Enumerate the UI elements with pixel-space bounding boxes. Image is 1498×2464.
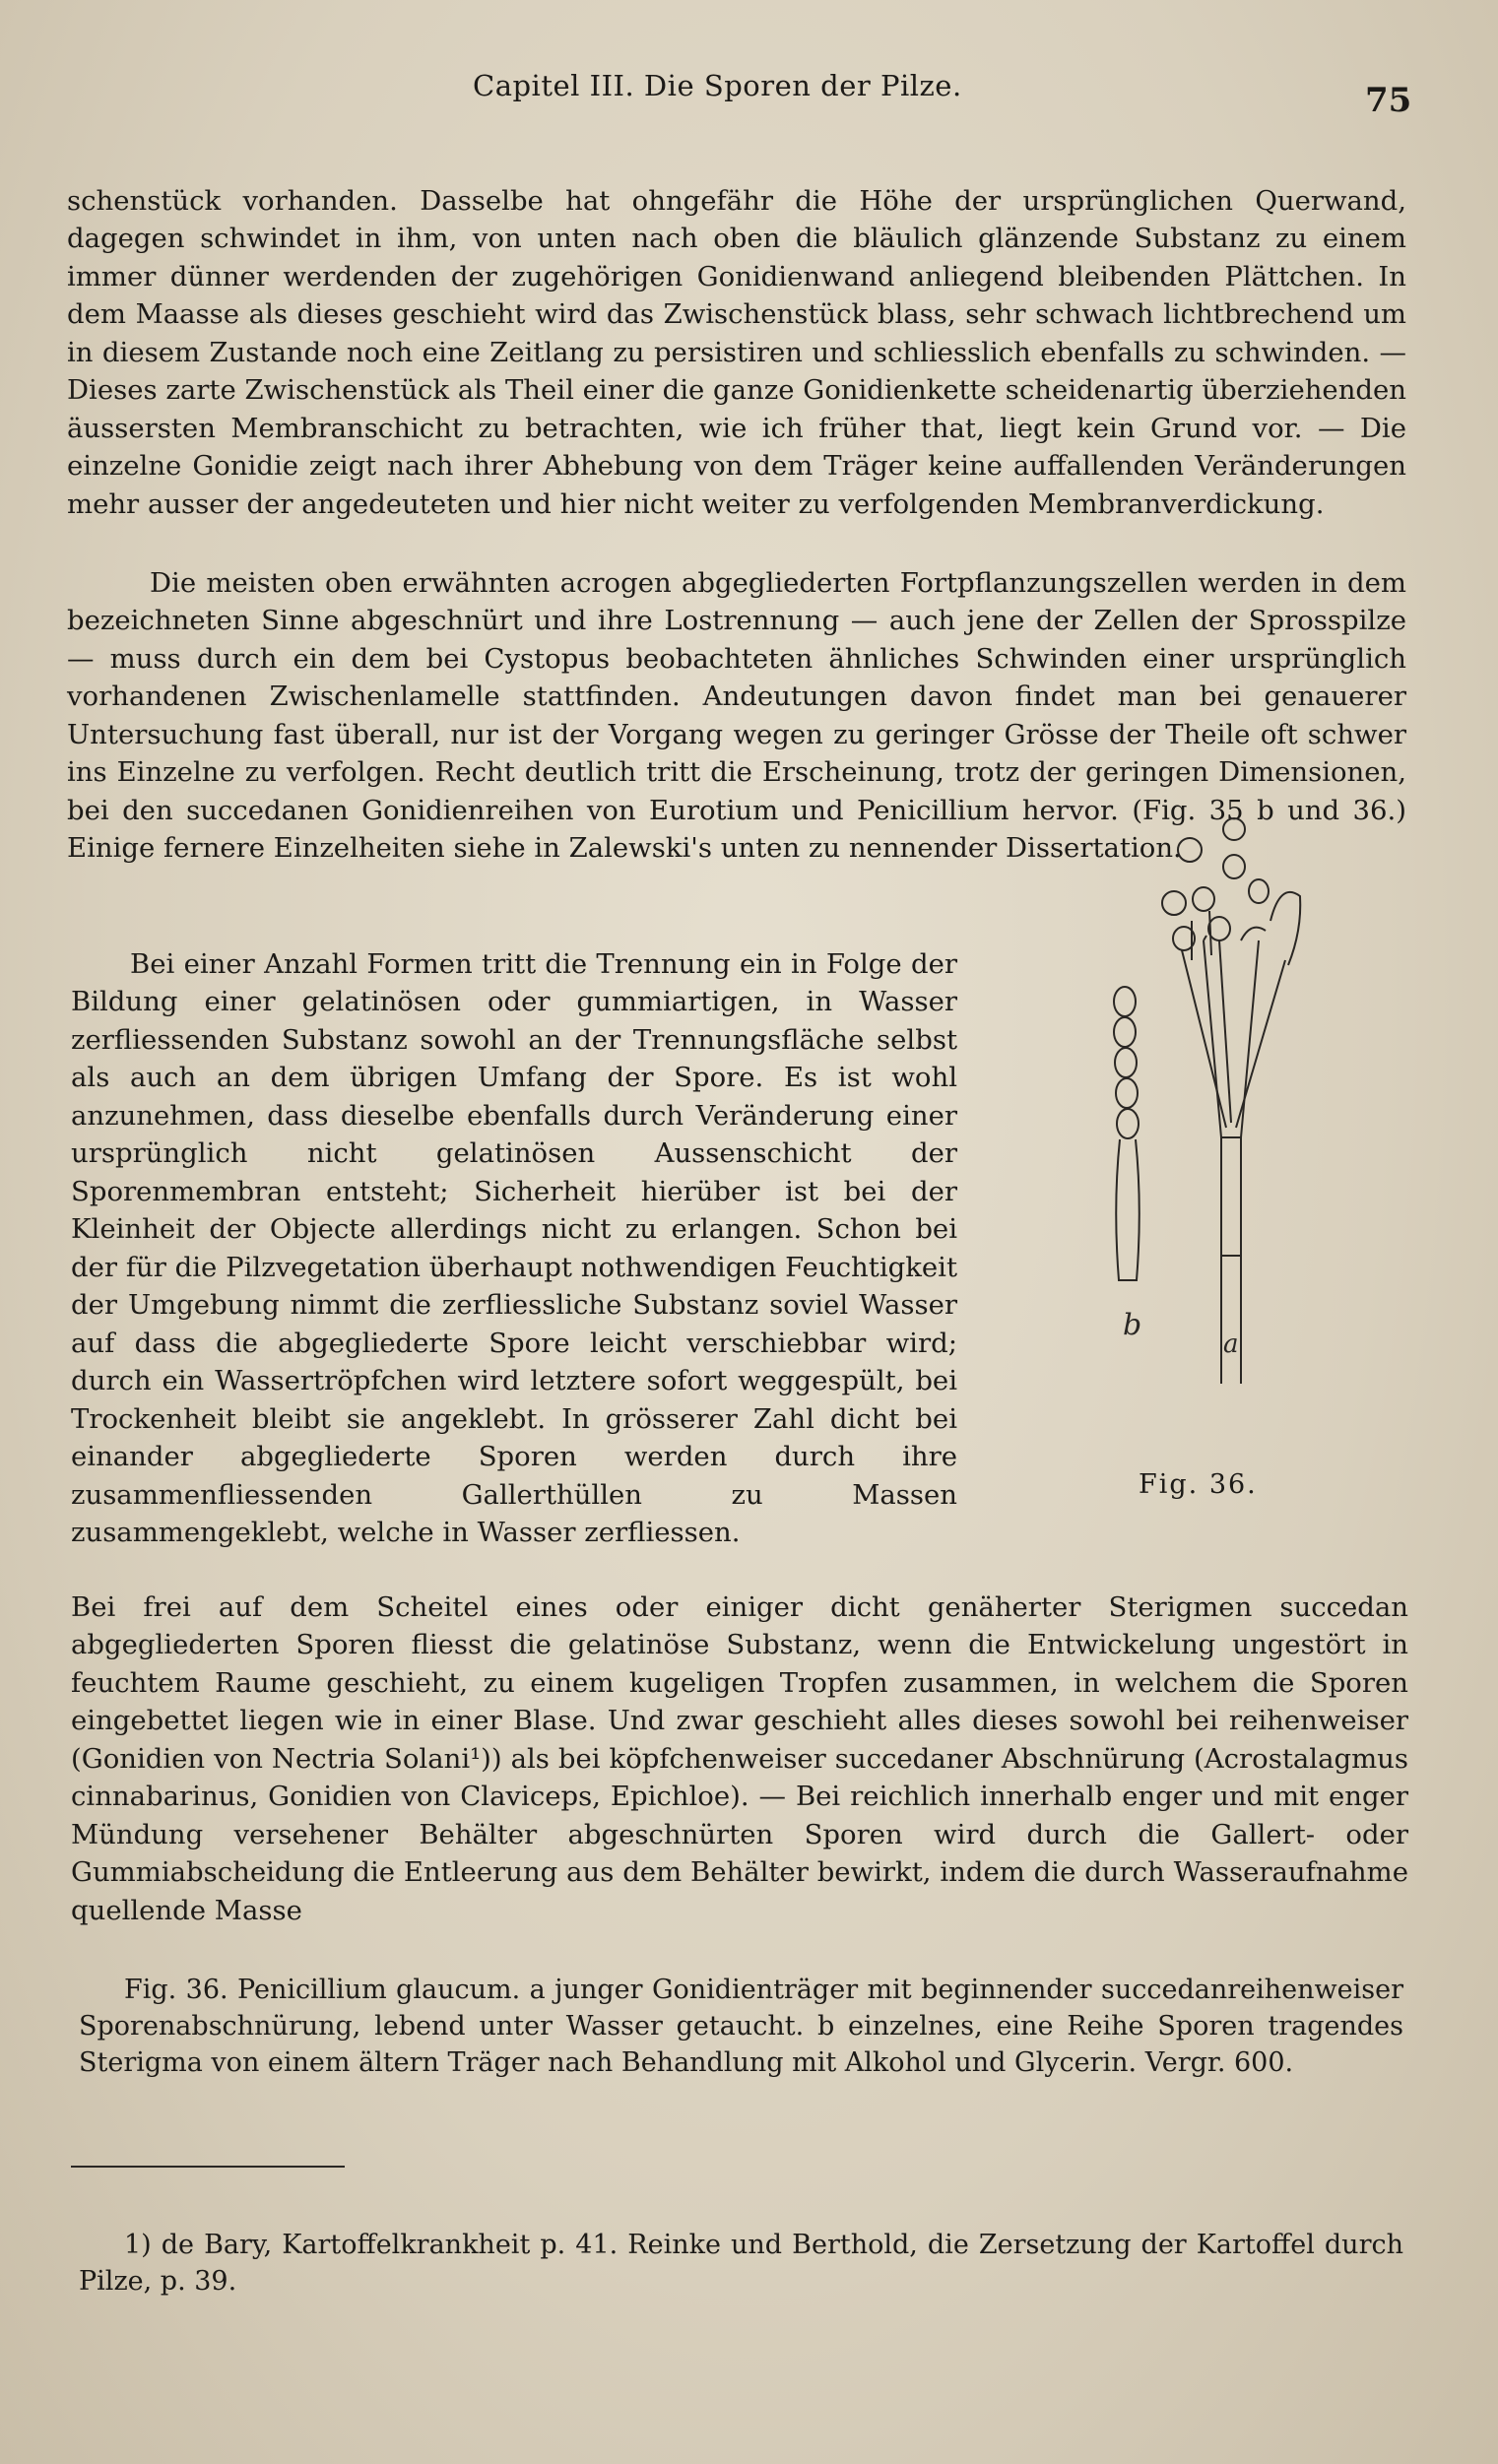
conidiophore-a-drawing xyxy=(1162,818,1300,1384)
footnote-rule xyxy=(71,2166,345,2168)
footnote: 1) de Bary, Kartoffelkrankheit p. 41. Reinke und Berthold, die Zersetzung der Kartoffel durch Pilze, p. 39. xyxy=(79,2230,1403,2297)
figure-label-a: a xyxy=(1223,1329,1239,1359)
figure-caption-label: Fig. 36. xyxy=(1139,1469,1258,1500)
figure-label-b: b xyxy=(1123,1308,1142,1342)
chapter-title: Capitel III. Die Sporen der Pilze. xyxy=(473,69,962,102)
page-number: 75 xyxy=(1365,81,1412,120)
paragraph-1: schenstück vorhanden. Dasselbe hat ohngefähr die Höhe der ursprünglichen Querwand, dagegen schwindet in ihm, von unten nach oben die bläulich glänzende Substanz zu einem immer dünner werdenden der zugehörigen Gonidienwand anliegend bleibenden Plättchen. In dem Maasse als dieses geschieht wird das Zwischenstück blass, sehr schwach lichtbrechend um in diesem Zustande noch eine Zeitlang zu persistiren und schliesslich ebenfalls zu schwinden. — Dieses zarte Zwischenstück als Theil einer die ganze Gonidienkette scheidenartig überziehenden äussersten Membranschicht zu betrachten, wie ich früher that, liegt kein Grund vor. — Die einzelne Gonidie zeigt nach ihrer Abhebung von dem Träger keine auffallenden Veränderungen mehr ausser der angedeuteten und hier nicht weiter zu verfolgenden Membranverdickung. xyxy=(67,184,1406,520)
running-header xyxy=(0,69,1498,118)
figure-caption: Fig. 36. Penicillium glaucum. a junger Gonidienträger mit beginnender succedanreihenweiser Sporenabschnürung, lebend unter Wasser getaucht. b einzelnes, eine Reihe Sporen tragendes Sterigma von einem ältern Träger nach Behandlung mit Alkohol und Glycerin. Vergr. 600. xyxy=(79,1975,1403,2078)
sterigma-b-drawing xyxy=(1114,987,1140,1280)
paragraph-2: Die meisten oben erwähnten acrogen abgegliederten Fortpflanzungszellen werden in dem bezeichneten Sinne abgeschnürt und ihre Lostrennung — auch jene der Zellen der Sprosspilze — muss durch ein dem bei Cystopus beobachteten ähnliches Schwinden einer ursprünglich vorhandenen Zwischenlamelle stattfinden. Andeutungen davon findet man bei genauerer Untersuchung fast überall, nur ist der Vorgang wegen zu geringer Grösse der Theile oft schwer ins Einzelne zu verfolgen. Recht deutlich tritt die Erscheinung, trotz der geringen Dimensionen, bei den succedanen Gonidienreihen von Eurotium und Penicillium hervor. (Fig. 35 b und 36.) Einige fernere Einzelheiten siehe in Zalewski's unten zu nennender Dissertation. xyxy=(67,566,1406,864)
paragraph-3: Bei einer Anzahl Formen tritt die Trennung ein in Folge der Bildung einer gelatinösen oder gummiartigen, in Wasser zerfliessenden Substanz sowohl an der Trennungsfläche selbst als auch an dem übrigen Umfang der Spore. Es ist wohl anzunehmen, dass dieselbe ebenfalls durch Veränderung einer ursprünglich nicht gelatinösen Aussenschicht der Sporenmembran entsteht; Sicherheit hierüber ist bei der Kleinheit der Objecte allerdings nicht zu erlangen. Schon bei der für die Pilzvegetation überhaupt nothwendigen Feuchtigkeit der Umgebung nimmt die zerfliessliche Substanz soviel Wasser auf dass die abgegliederte Spore leicht verschiebbar wird; durch ein Wassertröpfchen wird letztere sofort weggespült, bei Trockenheit bleibt sie angeklebt. In grösserer Zahl dicht bei einander abgegliederte Sporen werden durch ihre zusammenfliessenden Gallerthüllen zu Massen zusammengeklebt, welche in Wasser zerfliessen. xyxy=(71,947,957,1548)
paragraph-4: Bei frei auf dem Scheitel eines oder einiger dicht genäherter Sterigmen succedan abgegliederten Sporen fliesst die gelatinöse Substanz, wenn die Entwickelung ungestört in feuchtem Raume geschieht, zu einem kugeligen Tropfen zusammen, in welchem die Sporen eingebettet liegen wie in einer Blase. Und zwar geschieht alles dieses sowohl bei reihenweiser (Gonidien von Nectria Solani¹)) als bei köpfchenweiser succedaner Abschnürung (Acrostalagmus cinnabarinus, Gonidien von Claviceps, Epichloe). — Bei reichlich innerhalb enger und mit enger Mündung versehener Behälter abgeschnürten Sporen wird durch die Gallert- oder Gummiabscheidung die Entleerung aus dem Behälter bewirkt, indem die durch Wasseraufnahme quellende Masse xyxy=(71,1590,1408,1926)
figure-36-illustration xyxy=(1093,793,1320,1384)
